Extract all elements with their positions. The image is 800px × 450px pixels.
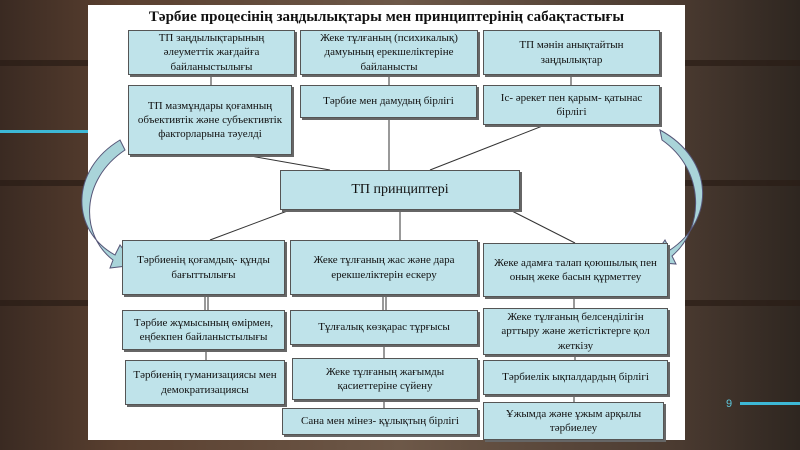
regularity-box: ТП мәнін анықтайтын заңдылықтар [483, 30, 660, 75]
principle-box: Тәрбие жұмысының өмірмен, еңбекпен байланыстылығы [122, 310, 285, 350]
principle-box: Тәрбиелік ықпалдардың бірлігі [483, 360, 668, 395]
page-number: 9 [726, 398, 733, 410]
principle-box: Жеке тұлғаның жағымды қасиеттеріне сүйену [292, 358, 478, 400]
regularity-box: Жеке тұлғаның (психикалық) дамуының ерекшеліктеріне байланысты [300, 30, 478, 75]
regularity-box: Тәрбие мен дамудың бірлігі [300, 85, 477, 118]
principle-box: Сана мен мінез- құлықтың бірлігі [282, 408, 478, 435]
principle-box: Тәрбиенің гуманизациясы мен демократизациясы [125, 360, 285, 405]
principle-box: Ұжымда және ұжым арқылы тәрбиелеу [483, 402, 664, 440]
slide-title: Тәрбие процесінің заңдылықтары мен принциптерінің сабақтастығы [148, 9, 625, 25]
principle-box: Жеке тұлғаның жас және дара ерекшеліктерін ескеру [290, 240, 478, 295]
principle-box: Тәрбиенің қоғамдық- құнды бағыттылығы [122, 240, 285, 295]
regularity-box: ТП мазмұндары қоғамның объективтік және субъективтік факторларына тәуелді [128, 85, 292, 155]
principle-box: Жеке тұлғаның белсенділігін арттыру және жетістіктерге қол жеткізу [483, 308, 668, 355]
principle-box: Жеке адамға талап қоюшылық пен оның жеке басын құрметтеу [483, 243, 668, 297]
principles-center-box: ТП принциптері [280, 170, 520, 210]
principle-box: Тұлғалық көзқарас тұрғысы [290, 310, 478, 345]
regularity-box: Іс- әрекет пен қарым- қатынас бірлігі [483, 85, 660, 125]
regularity-box: ТП заңдылықтарының әлеуметтік жағдайға байланыстылығы [128, 30, 295, 75]
